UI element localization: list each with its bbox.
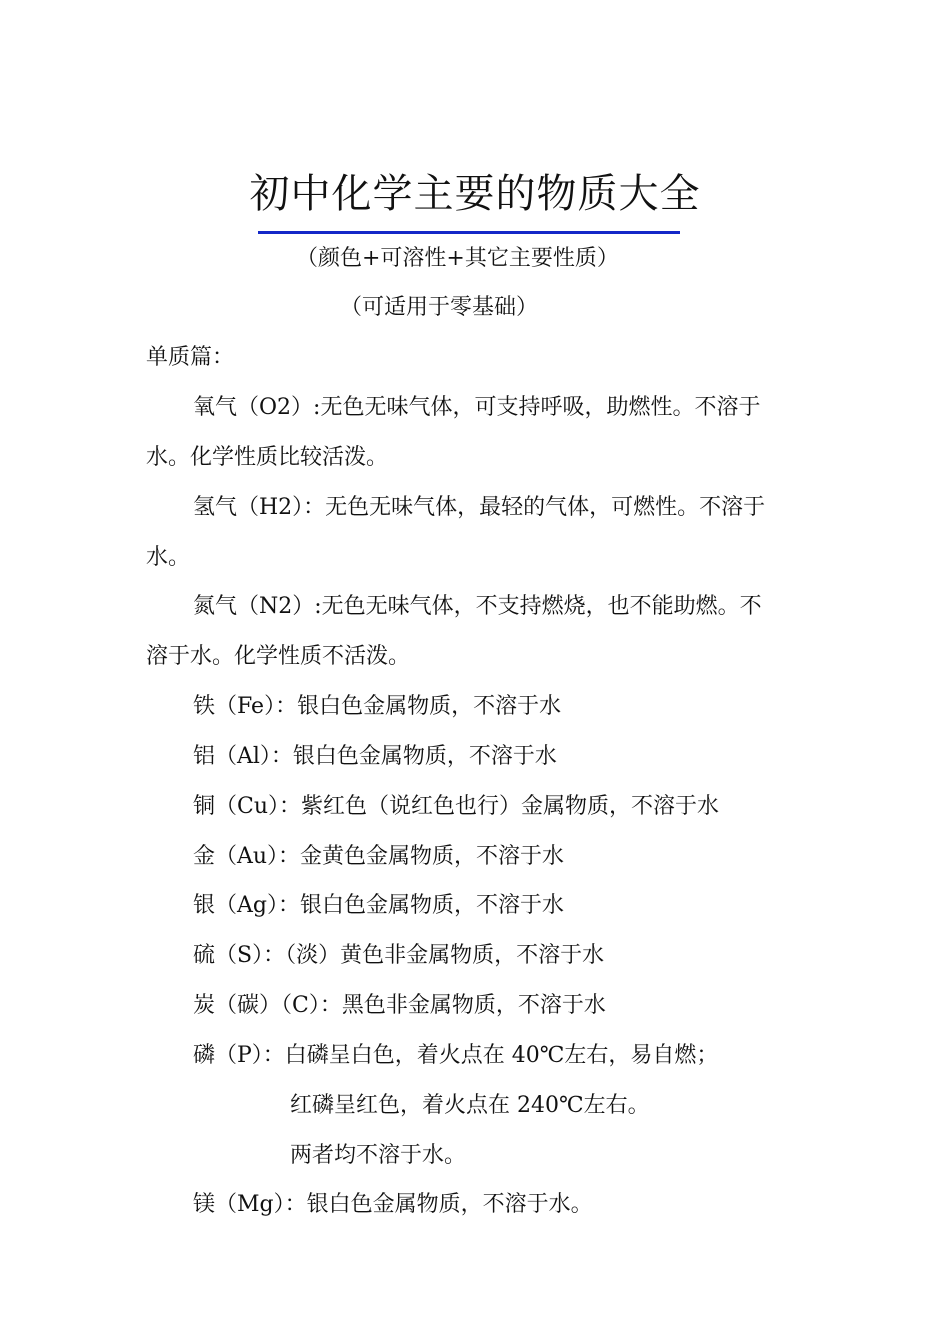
paragraph-line-oxygen: 氧气（O2）:无色无味气体，可支持呼吸，助燃性。不溶于	[193, 395, 761, 420]
paragraph-line-hydrogen-cont: 水。	[146, 545, 191, 570]
subtitle-audience: （可适用于零基础）	[340, 295, 539, 320]
paragraph-line-iron: 铁（Fe）：银白色金属物质，不溶于水	[193, 694, 562, 719]
paragraph-line-nitrogen: 氮气（N2）:无色无味气体，不支持燃烧，也不能助燃。不	[193, 594, 762, 619]
paragraph-line-red-phosphorus: 红磷呈红色，着火点在 240℃左右。	[290, 1093, 650, 1118]
paragraph-line-gold: 金（Au）：金黄色金属物质，不溶于水	[193, 844, 565, 869]
paragraph-line-copper: 铜（Cu）：紫红色（说红色也行）金属物质，不溶于水	[193, 794, 720, 819]
paragraph-line-carbon: 炭（碳）（C）：黑色非金属物质，不溶于水	[193, 993, 606, 1018]
paragraph-line-silver: 银（Ag）：银白色金属物质，不溶于水	[193, 893, 564, 918]
section-heading: 单质篇：	[146, 345, 235, 370]
paragraph-line-nitrogen-cont: 溶于水。化学性质不活泼。	[146, 644, 411, 669]
paragraph-line-aluminum: 铝（Al）：银白色金属物质，不溶于水	[193, 744, 557, 769]
paragraph-line-phosphorus-note: 两者均不溶于水。	[290, 1143, 467, 1168]
paragraph-line-oxygen-cont: 水。化学性质比较活泼。	[146, 445, 389, 470]
paragraph-line-sulfur: 硫（S）：（淡）黄色非金属物质，不溶于水	[193, 943, 605, 968]
subtitle-properties: （颜色+可溶性+其它主要性质）	[296, 246, 619, 271]
paragraph-line-hydrogen: 氢气（H2）：无色无味气体，最轻的气体，可燃性。不溶于	[193, 495, 766, 520]
title-underline	[258, 231, 680, 234]
paragraph-line-phosphorus: 磷（P）：白磷呈白色，着火点在 40℃左右，易自燃；	[193, 1043, 719, 1068]
paragraph-line-magnesium: 镁（Mg）：银白色金属物质，不溶于水。	[193, 1192, 593, 1217]
document-title: 初中化学主要的物质大全	[249, 171, 701, 217]
